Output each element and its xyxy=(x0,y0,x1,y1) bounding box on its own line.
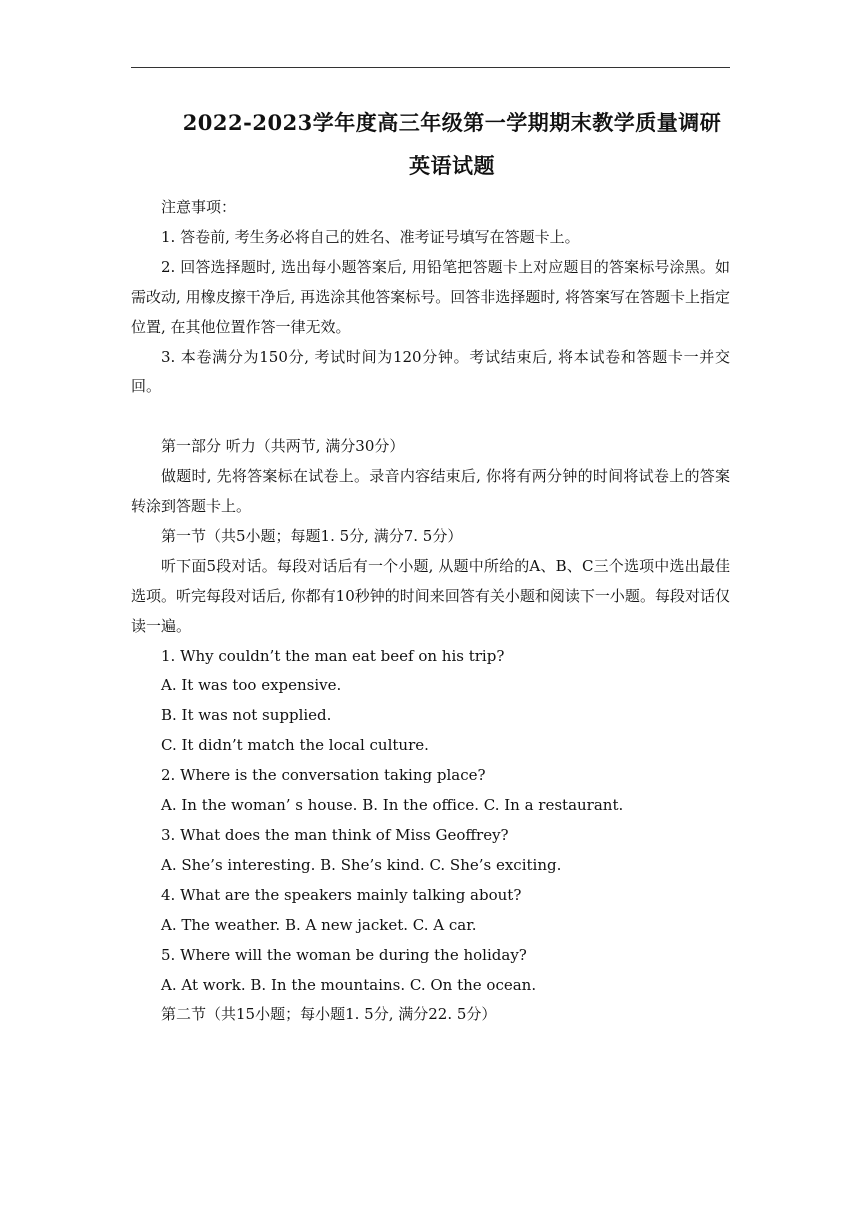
question-2-options: A. In the woman’ s house. B. In the office. C. In a restaurant. xyxy=(161,796,624,815)
blank-line xyxy=(131,402,730,432)
question-5: 5. Where will the woman be during the holiday? xyxy=(161,945,527,964)
note-item-1: 1. 答卷前, 考生务必将自己的姓名、准考证号填写在答题卡上。 xyxy=(161,227,580,246)
document-body xyxy=(131,193,730,1030)
section1-instruction: 听下面5段对话。每段对话后有一个小题, 从题中所给的A、B、C三个选项中选出最佳选项。听完每段对话后, 你都有10秒钟的时间来回答有关小题和阅读下一小题。每段对话仅读一遍。 xyxy=(131,556,730,635)
header-rule xyxy=(131,67,730,68)
exam-title: 2022-2023学年度高三年级第一学期期末教学质量调研 xyxy=(182,110,722,135)
question-5-options: A. At work. B. In the mountains. C. On the ocean. xyxy=(161,975,537,994)
exam-subtitle: 英语试题 xyxy=(409,153,495,178)
question-1: 1. Why couldn’t the man eat beef on his trip? xyxy=(161,646,505,665)
part1-heading: 第一部分 听力（共两节, 满分30分） xyxy=(161,437,405,456)
question-3-options: A. She’s interesting. B. She’s kind. C. She’s exciting. xyxy=(161,855,562,874)
question-3: 3. What does the man think of Miss Geoffrey? xyxy=(161,826,509,845)
note-item-2: 2. 回答选择题时, 选出每小题答案后, 用铅笔把答题卡上对应题目的答案标号涂黑。如需改动, 用橡皮擦干净后, 再选涂其他答案标号。回答非选择题时, 将答案写在答题卡上指定位置, 在其他位置作答一律无效。 xyxy=(131,257,730,336)
section1-heading: 第一节（共5小题；每题1. 5分, 满分7. 5分） xyxy=(161,526,463,545)
question-1-option-b: B. It was not supplied. xyxy=(161,706,332,725)
question-1-option-c: C. It didn’t match the local culture. xyxy=(161,736,429,755)
note-item-3: 3. 本卷满分为150分, 考试时间为120分钟。考试结束后, 将本试卷和答题卡一并交回。 xyxy=(131,347,730,396)
question-4-options: A. The weather. B. A new jacket. C. A car. xyxy=(161,915,477,934)
question-1-option-a: A. It was too expensive. xyxy=(161,676,342,695)
question-4: 4. What are the speakers mainly talking about? xyxy=(161,885,522,904)
notes-heading: 注意事项： xyxy=(161,198,237,216)
question-2: 2. Where is the conversation taking place? xyxy=(161,766,486,785)
section2-heading: 第二节（共15小题；每小题1. 5分, 满分22. 5分） xyxy=(161,1005,497,1024)
part1-instruction: 做题时, 先将答案标在试卷上。录音内容结束后, 你将有两分钟的时间将试卷上的答案转涂到答题卡上。 xyxy=(131,467,730,516)
